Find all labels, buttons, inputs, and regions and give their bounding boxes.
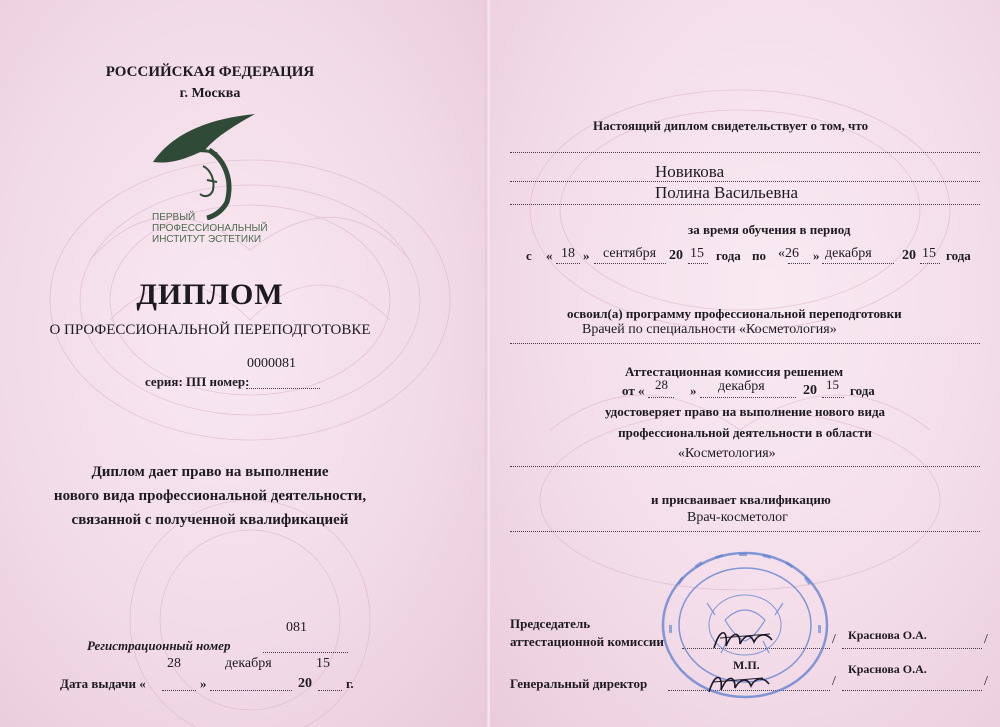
- serial-number-line: [246, 388, 320, 389]
- chairman-slash-2: /: [984, 632, 988, 647]
- reg-number-value: 081: [286, 620, 307, 635]
- period-end-quote: »: [813, 248, 820, 263]
- chairman-label-line-1: Председатель: [510, 616, 591, 631]
- start-day-line: [556, 263, 580, 264]
- field-value: «Косметология»: [678, 446, 776, 461]
- period-quote-open: «: [546, 248, 553, 263]
- period-end-day: «26: [778, 246, 799, 261]
- issue-year-line: [318, 690, 342, 691]
- chairman-name: Краснова О.А.: [848, 628, 927, 642]
- end-month-line: [822, 263, 894, 264]
- period-start-month: сентября: [603, 246, 657, 261]
- certifies-line: Настоящий диплом свидетельствует о том, что: [593, 118, 869, 133]
- right-rights-line-2: профессиональной деятельности в области: [618, 425, 872, 440]
- chairman-label-line-2: аттестационной комиссии: [510, 634, 664, 649]
- decision-year: 15: [826, 377, 839, 392]
- diploma-left-page: [0, 0, 488, 727]
- decision-year-line: [822, 397, 844, 398]
- director-slash-1: /: [832, 674, 836, 689]
- given-name-value: Полина Васильевна: [655, 183, 799, 202]
- period-century-1: 20: [669, 248, 683, 263]
- reg-number-label: Регистрационный номер: [87, 638, 231, 653]
- decision-year-word: года: [850, 383, 875, 398]
- surname-line: [510, 181, 980, 182]
- reg-number-line: [263, 652, 348, 653]
- start-year-line: [688, 263, 708, 264]
- issue-quote-close: »: [200, 676, 207, 691]
- period-label: за время обучения в период: [688, 222, 851, 237]
- surname-value: Новикова: [655, 162, 725, 181]
- issue-century: 20: [298, 676, 312, 691]
- issue-month-line: [210, 690, 292, 691]
- program-line: [510, 343, 980, 344]
- issue-label: Дата выдачи «: [60, 676, 146, 691]
- qualification-line: [510, 531, 980, 532]
- period-end-month: декабря: [825, 246, 872, 261]
- issue-day-line: [162, 690, 196, 691]
- city-heading: г. Москва: [179, 86, 241, 101]
- decision-quote-close: »: [690, 383, 697, 398]
- decision-month-line: [700, 397, 796, 398]
- director-signature-icon: [705, 664, 775, 704]
- program-value: Врачей по специальности «Косметология»: [582, 322, 837, 337]
- period-year-word-2: года: [946, 248, 971, 263]
- logo-text-line-1: ПЕРВЫЙ: [152, 212, 196, 223]
- rights-line-1: Диплом дает право на выполнение: [91, 464, 329, 480]
- director-name: Краснова О.А.: [848, 662, 927, 676]
- issue-year: 15: [316, 656, 330, 671]
- decision-month: декабря: [718, 379, 765, 394]
- period-start-day: 18: [561, 246, 575, 261]
- decision-from: от «: [622, 383, 645, 398]
- period-end-year: 15: [922, 246, 936, 261]
- program-label: освоил(а) программу профессиональной переподготовки: [567, 306, 902, 321]
- rights-line-2: нового вида профессиональной деятельности,: [53, 488, 367, 504]
- period-from: с: [526, 248, 532, 263]
- issue-suffix: г.: [346, 676, 354, 691]
- start-month-line: [594, 263, 666, 264]
- period-century-2: 20: [902, 248, 916, 263]
- field-line: [510, 466, 980, 467]
- qualification-value: Врач-косметолог: [687, 510, 788, 525]
- stamp-place: М.П.: [733, 658, 760, 672]
- period-to: по: [752, 248, 766, 263]
- serial-number-value: 0000081: [247, 356, 296, 371]
- diploma-subtitle: О ПРОФЕССИОНАЛЬНОЙ ПЕРЕПОДГОТОВКЕ: [49, 322, 371, 338]
- qualification-label: и присваивает квалификацию: [651, 492, 831, 507]
- country-heading: РОССИЙСКАЯ ФЕДЕРАЦИЯ: [105, 64, 315, 80]
- diploma-title: ДИПЛОМ: [136, 278, 284, 311]
- chairman-name-line: [842, 648, 982, 649]
- logo-text-line-2: ПРОФЕССИОНАЛЬНЫЙ: [152, 223, 268, 234]
- period-quote-close: »: [583, 248, 590, 263]
- end-day-line: [788, 263, 810, 264]
- director-label: Генеральный директор: [510, 676, 648, 691]
- end-year-line: [920, 263, 940, 264]
- period-start-year: 15: [690, 246, 704, 261]
- rights-line-3: связанной с полученной квалификацией: [71, 512, 349, 528]
- chairman-slash-1: /: [832, 632, 836, 647]
- right-rights-line-1: удостоверяет право на выполнение нового вида: [604, 404, 886, 419]
- chairman-signature-icon: [710, 618, 780, 658]
- logo-text-line-3: ИНСТИТУТ ЭСТЕТИКИ: [152, 234, 262, 245]
- decision-day-line: [648, 397, 674, 398]
- certifies-blank-line: [510, 152, 980, 153]
- decision-century: 20: [803, 383, 817, 398]
- given-name-line: [510, 204, 980, 205]
- issue-month: декабря: [225, 656, 272, 671]
- institute-logo-icon: [145, 110, 265, 220]
- director-slash-2: /: [984, 674, 988, 689]
- director-name-line: [842, 690, 982, 691]
- period-year-word-1: года: [716, 248, 741, 263]
- issue-day: 28: [167, 656, 181, 671]
- commission-label: Аттестационная комиссия решением: [625, 364, 844, 379]
- serial-label: серия: ПП номер:: [145, 374, 250, 389]
- decision-day: 28: [655, 377, 668, 392]
